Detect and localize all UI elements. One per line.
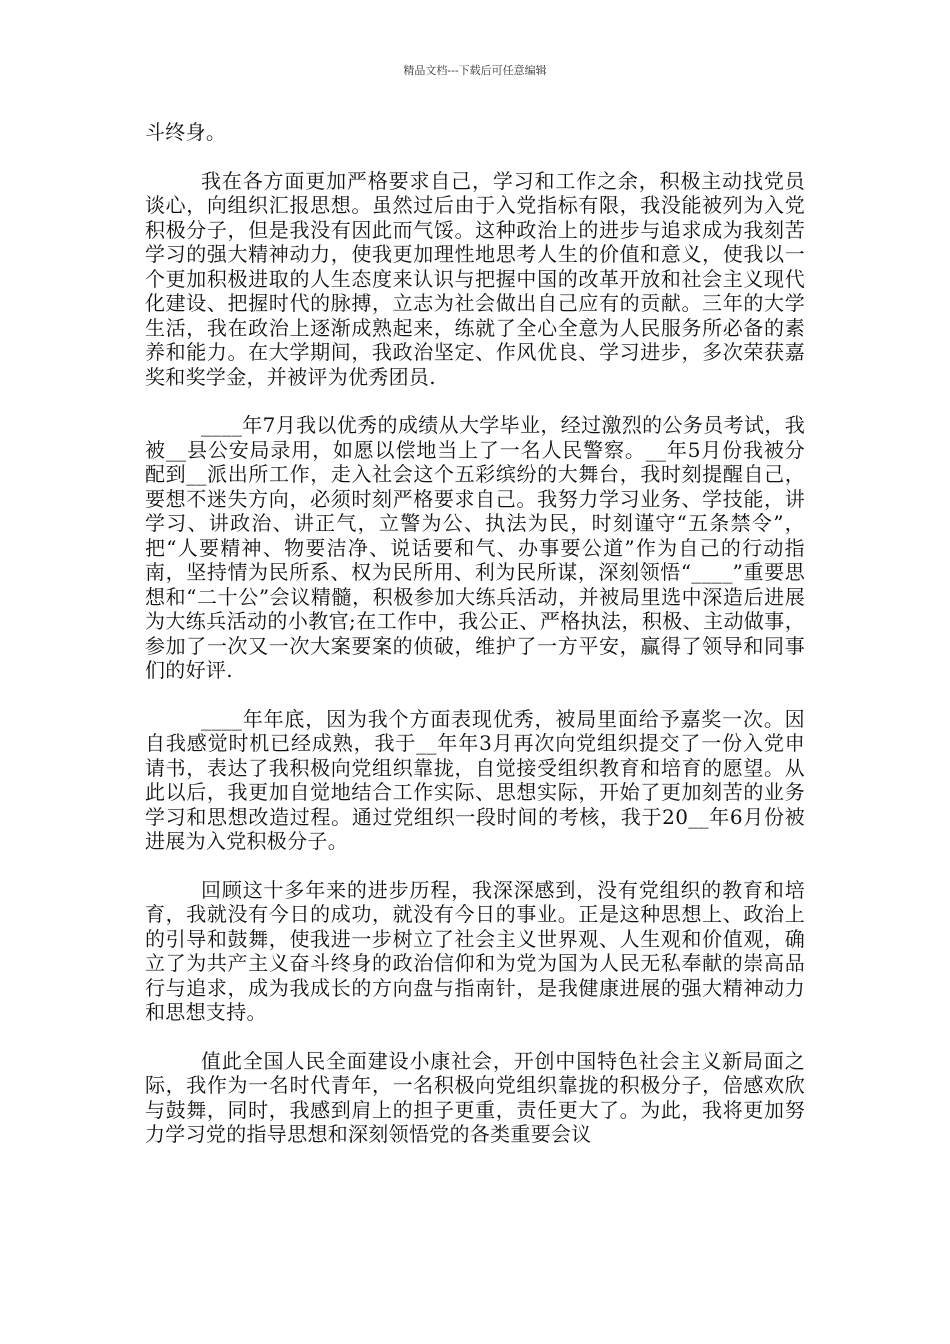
paragraph-4: ____年年底，因为我个方面表现优秀，被局里面给予嘉奖一次。因自我感觉时机已经成熟，我于__年年3月再次向党组织提交了一份入党申请书，表达了我积极向党组织靠拢，自觉接受组织教育和培育的愿望。从此以后，我更加自觉地结合工作实际、思想实际，开始了更加刻苦的业务学习和思想改造过程。通过党组织一段时间的考核，我于20__年6月份被进展为入党积极分子。 [145,706,805,853]
paragraph-gap [145,389,805,413]
paragraph-gap [145,854,805,878]
paragraph-3: ____年7月我以优秀的成绩从大学毕业，经过激烈的公务员考试，我被__县公安局录用，如愿以偿地当上了一名人民警察。__年5月份我被分配到__派出所工作，走入社会这个五彩缤纷的大舞台，我时刻提醒自己，要想不迷失方向，必须时刻严格要求自己。我努力学习业务、学技能，讲学习、讲政治、讲正气，立警为公、执法为民，时刻谨守“五条禁令”，把“人要精神、物要洁净、说话要和气、办事要公道”作为自己的行动指南，坚持情为民所系、权为民所用、利为民所谋，深刻领悟“____”重要思想和“二十公”会议精髓，积极参加大练兵活动，并被局里选中深造后进展为大练兵活动的小教官;在工作中，我公正、严格执法，积极、主动做事，参加了一次又一次大案要案的侦破，维护了一方平安，赢得了领导和同事们的好评. [145,413,805,682]
paragraph-gap [145,683,805,707]
paragraph-1: 斗终身。 [145,120,227,144]
paragraph-5: 回顾这十多年来的进步历程，我深深感到，没有党组织的教育和培育，我就没有今日的成功，就没有今日的事业。正是这种思想上、政治上的引导和鼓舞，使我进一步树立了社会主义世界观、人生观和价值观，确立了为共产主义奋斗终身的政治信仰和为党为国为人民无私奉献的崇高品行与追求，成为我成长的方向盘与指南针，是我健康进展的强大精神动力和思想支持。 [145,877,805,1024]
document-body [145,120,805,1147]
paragraph-6: 值此全国人民全面建设小康社会，开创中国特色社会主义新局面之际，我作为一名时代青年，一名积极向党组织靠拢的积极分子，倍感欢欣与鼓舞，同时，我感到肩上的担子更重，责任更大了。为此，我将更加努力学习党的指导思想和深刻领悟党的各类重要会议 [145,1048,805,1146]
page-header: 精品文档---下载后可任意编辑 [403,64,547,77]
paragraph-gap [145,1025,805,1049]
paragraph-2: 我在各方面更加严格要求自己，学习和工作之余，积极主动找党员谈心，向组织汇报思想。虽然过后由于入党指标有限，我没能被列为入党积极分子，但是我没有因此而气馁。这种政治上的进步与追求成为我刻苦学习的强大精神动力，使我更加理性地思考人生的价值和意义，使我以一个更加积极进取的人生态度来认识与把握中国的改革开放和社会主义现代化建设、把握时代的脉搏，立志为社会做出自己应有的贡献。三年的大学生活，我在政治上逐渐成熟起来，练就了全心全意为人民服务所必备的素养和能力。在大学期间，我政治坚定、作风优良、学习进步，多次荣获嘉奖和奖学金，并被评为优秀团员. [145,168,805,389]
paragraph-gap [145,145,805,169]
